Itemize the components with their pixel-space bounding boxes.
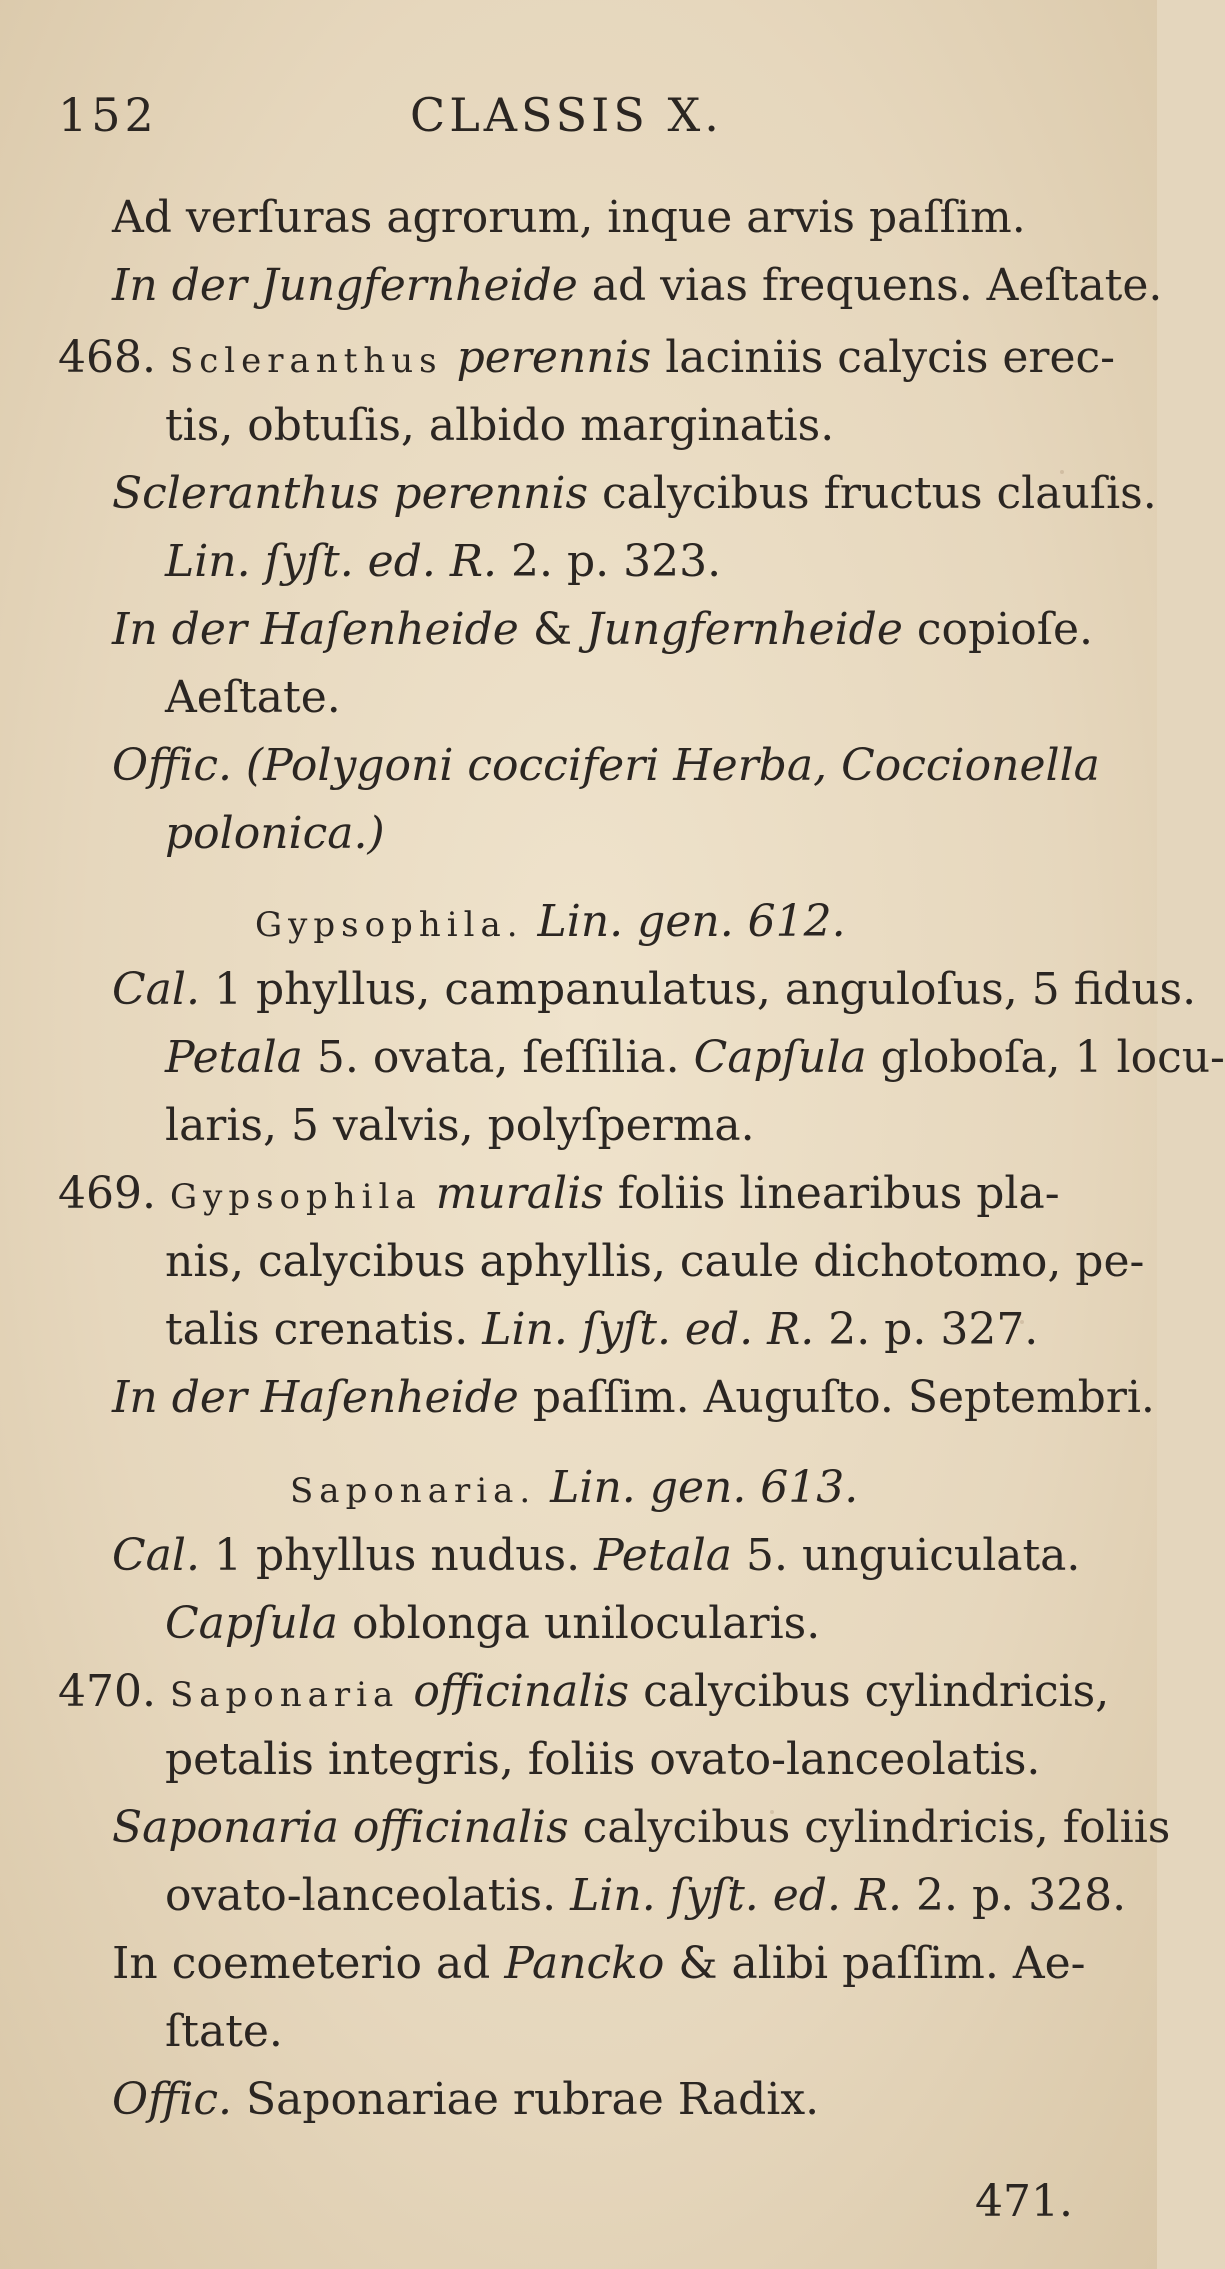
species-name: officinalis bbox=[413, 1666, 630, 1717]
text-run: 2. p. 327. bbox=[828, 1304, 1039, 1355]
text-line bbox=[165, 536, 722, 587]
text-run: copioſe. bbox=[916, 604, 1094, 655]
entry-number: 470. bbox=[58, 1666, 156, 1717]
genus-heading bbox=[290, 1462, 859, 1513]
text-line bbox=[165, 1032, 1225, 1083]
text-line bbox=[112, 964, 1197, 1015]
text-line bbox=[112, 1372, 1155, 1423]
text-run: In coemeterio ad bbox=[112, 1938, 491, 1989]
text-line bbox=[112, 468, 1157, 519]
text-run: Saponariae rubrae Radix. bbox=[245, 2074, 820, 2125]
locality-name: In der Jungfernheide bbox=[112, 260, 578, 311]
text-run: paſſim. Auguſto. Septembri. bbox=[532, 1372, 1155, 1423]
label: Capſula bbox=[693, 1032, 867, 1083]
entry-469-line bbox=[58, 1168, 1060, 1219]
text-line: petalis integris, foliis ovato-lanceolatis. bbox=[165, 1734, 1041, 1785]
reference: Lin. ſyſt. ed. R. bbox=[570, 1870, 903, 1921]
text-run: laciniis calycis erec- bbox=[665, 332, 1116, 383]
label: Cal. bbox=[112, 964, 200, 1015]
reference: Lin. gen. 613. bbox=[550, 1462, 859, 1513]
synonym-name: Scleranthus perennis bbox=[112, 468, 589, 519]
text-line bbox=[112, 1938, 1086, 1989]
text-run: 5. ovata, ſeſſilia. bbox=[316, 1032, 680, 1083]
text-line: laris, 5 valvis, polyſperma. bbox=[165, 1100, 755, 1151]
genus-name: Gypsophila bbox=[169, 1177, 422, 1217]
entry-number: 468. bbox=[58, 332, 156, 383]
text-run: 5. unguiculata. bbox=[746, 1530, 1081, 1581]
text-run: calycibus cylindricis, bbox=[643, 1666, 1110, 1717]
text-run: foliis linearibus pla- bbox=[617, 1168, 1060, 1219]
genus-name: Scleranthus bbox=[169, 341, 443, 381]
label: Petala bbox=[594, 1530, 732, 1581]
species-name: muralis bbox=[435, 1168, 604, 1219]
text-run: 1 phyllus, campanulatus, anguloſus, 5 fidus. bbox=[213, 964, 1197, 1015]
text-line bbox=[112, 1802, 1171, 1853]
entry-number: 469. bbox=[58, 1168, 156, 1219]
label: Cal. bbox=[112, 1530, 200, 1581]
running-title: CLASSIS X. bbox=[410, 88, 723, 142]
text-run: globoſa, 1 locu- bbox=[880, 1032, 1225, 1083]
entry-468-line bbox=[58, 332, 1116, 383]
label: Petala bbox=[165, 1032, 303, 1083]
locality-name: Pancko bbox=[504, 1938, 665, 1989]
locality-name: In der Haſenheide bbox=[112, 1372, 519, 1423]
text-run: & alibi paſſim. Ae- bbox=[678, 1938, 1086, 1989]
text-run: calycibus fructus clauſis. bbox=[602, 468, 1157, 519]
text-line: nis, calycibus aphyllis, caule dichotomo, pe- bbox=[165, 1236, 1145, 1287]
text-run: talis crenatis. bbox=[165, 1304, 469, 1355]
text-line bbox=[112, 604, 1094, 655]
entry-470-line bbox=[58, 1666, 1110, 1717]
text-line bbox=[112, 2074, 820, 2125]
text-run: ovato-lanceolatis. bbox=[165, 1870, 557, 1921]
synonym-name: Saponaria officinalis bbox=[112, 1802, 569, 1853]
reference: Lin. ſyſt. ed. R. bbox=[165, 536, 497, 587]
text-line: ſtate. bbox=[165, 2006, 283, 2057]
genus-heading bbox=[255, 896, 846, 947]
locality-name: Jungfernheide bbox=[586, 604, 903, 655]
text-run: oblonga unilocularis. bbox=[352, 1598, 821, 1649]
text-line: Ad verſuras agrorum, inque arvis paſſim. bbox=[112, 192, 1026, 243]
text-run: ad vias frequens. Aeſtate. bbox=[591, 260, 1163, 311]
page-number: 152 bbox=[58, 88, 158, 142]
reference: Lin. gen. 612. bbox=[537, 896, 846, 947]
text-run: 2. p. 328. bbox=[916, 1870, 1127, 1921]
species-name: perennis bbox=[456, 332, 652, 383]
locality-name: In der Haſenheide bbox=[112, 604, 519, 655]
text-run: 2. p. 323. bbox=[510, 536, 722, 587]
text-line bbox=[112, 1530, 1081, 1581]
genus-name: Saponaria bbox=[169, 1675, 400, 1715]
catchword: 471. bbox=[975, 2176, 1073, 2227]
reference: Lin. ſyſt. ed. R. bbox=[482, 1304, 815, 1355]
text-line bbox=[112, 260, 1163, 311]
text-line: Offic. (Polygoni cocciferi Herba, Coccionella bbox=[112, 740, 1100, 791]
text-run: & bbox=[532, 604, 573, 655]
genus-name: Gypsophila. bbox=[255, 905, 524, 945]
text-line: polonica.) bbox=[165, 808, 385, 859]
genus-name: Saponaria. bbox=[290, 1471, 537, 1511]
text-line bbox=[165, 1598, 821, 1649]
text-run: calycibus cylindricis, foliis bbox=[582, 1802, 1171, 1853]
text-line: tis, obtuſis, albido marginatis. bbox=[165, 400, 835, 451]
text-line bbox=[165, 1870, 1127, 1921]
text-line: Aeſtate. bbox=[165, 672, 341, 723]
label: Capſula bbox=[165, 1598, 338, 1649]
text-run: 1 phyllus nudus. bbox=[213, 1530, 581, 1581]
label: Offic. bbox=[112, 2074, 232, 2125]
text-line bbox=[165, 1304, 1039, 1355]
